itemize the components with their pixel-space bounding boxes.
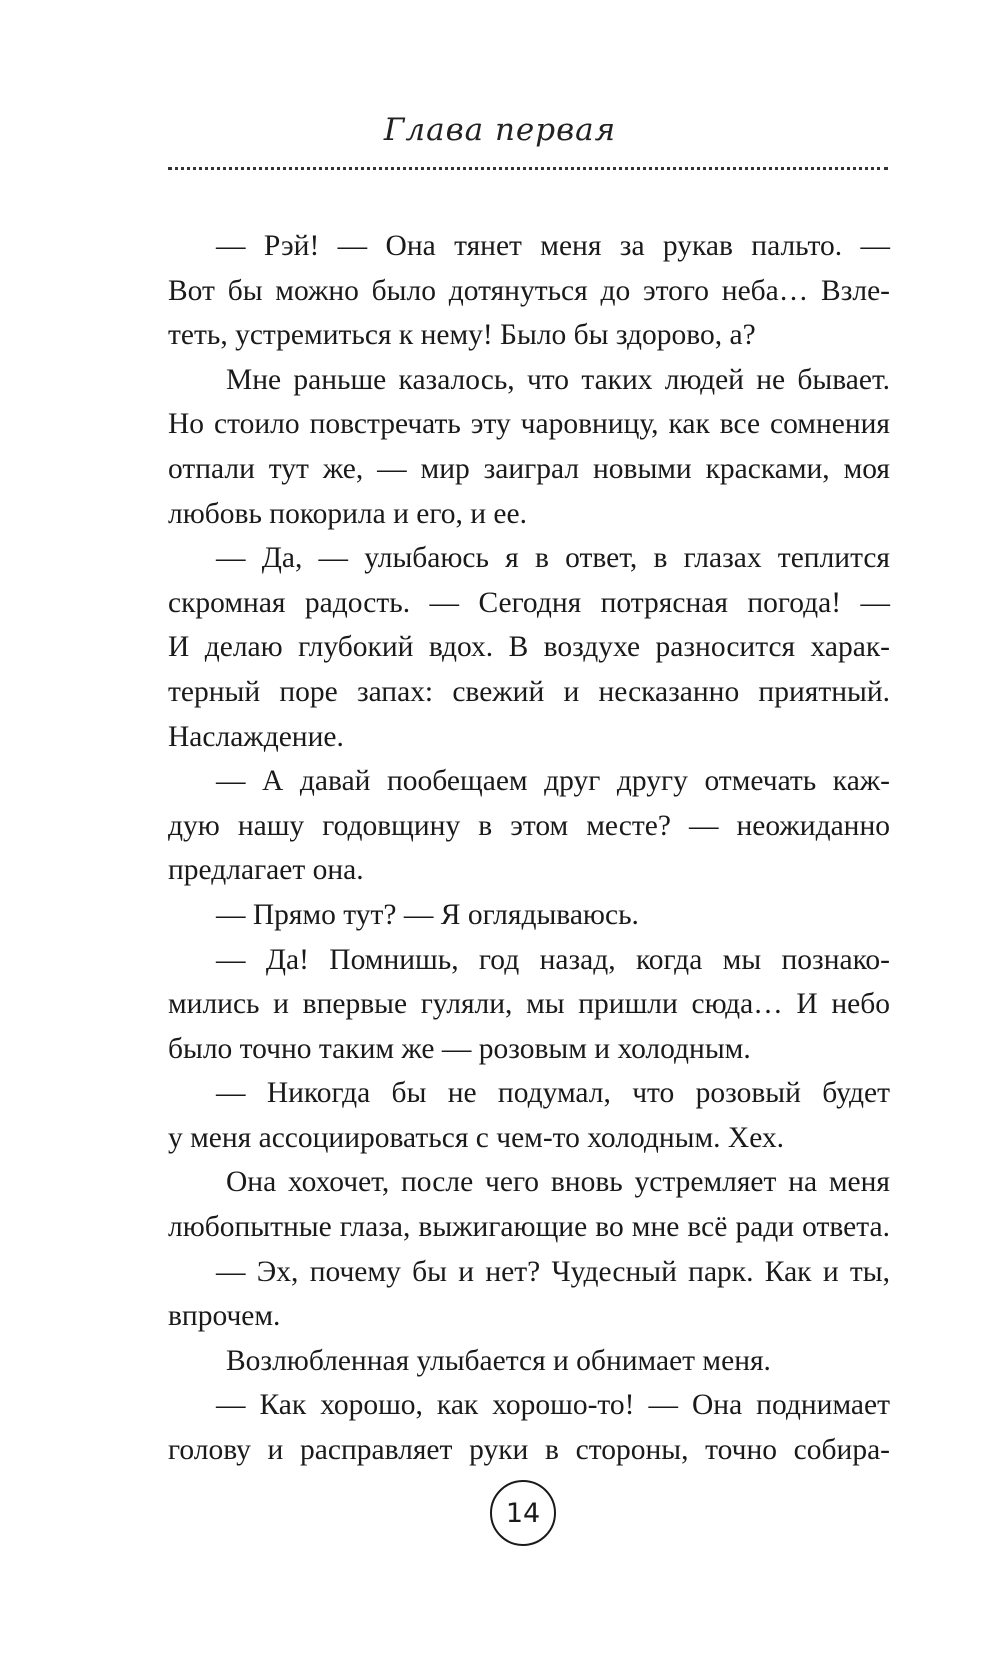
text-line: — Эх, почему бы и нет? Чудесный парк. Как и ты, [216, 1255, 890, 1288]
text-line: Возлюбленная улыбается и обнимает меня. [226, 1344, 771, 1377]
text-line: — Прямо тут? — Я оглядываюсь. [216, 898, 639, 931]
text-line: отпали тут же, — мир заиграл новыми красками, моя [168, 452, 890, 485]
text-line: любовь покорила и его, и ее. [168, 497, 527, 530]
body-text [168, 224, 890, 1473]
text-line: теть, устремиться к нему! Было бы здорово, а? [168, 319, 756, 352]
text-line: было точно таким же — розовым и холодным. [168, 1032, 751, 1065]
text-line: терный поре запах: свежий и несказанно приятный. [168, 675, 890, 708]
text-line: Вот бы можно было дотянуться до этого неба… Взле- [168, 274, 890, 307]
text-line: Она хохочет, после чего вновь устремляет на меня [226, 1166, 890, 1199]
text-line: мились и впервые гуляли, мы пришли сюда… И небо [168, 988, 890, 1021]
text-line: — Да! Помнишь, год назад, когда мы познако- [216, 943, 890, 976]
text-line: — А давай пообещаем друг другу отмечать каж- [216, 765, 890, 798]
text-line: дую нашу годовщину в этом месте? — неожиданно [168, 809, 890, 842]
text-line: Мне раньше казалось, что таких людей не бывает. [226, 363, 890, 396]
text-line: предлагает она. [168, 854, 364, 887]
text-line: голову и расправляет руки в стороны, точно собира- [168, 1434, 890, 1467]
text-line: — Как хорошо, как хорошо-то! — Она поднимает [216, 1389, 890, 1422]
text-line: у меня ассоциироваться с чем-то холодным. Хех. [168, 1121, 785, 1154]
text-line: скромная радость. — Сегодня потрясная погода! — [168, 586, 890, 619]
text-line: Но стоило повстречать эту чаровницу, как все сомнения [168, 408, 890, 441]
page-number: 14 [490, 1480, 556, 1546]
text-line: впрочем. [168, 1300, 281, 1333]
text-line: — Да, — улыбаюсь я в ответ, в глазах теплится [216, 542, 890, 575]
text-line: — Рэй! — Она тянет меня за рукав пальто. — [216, 230, 890, 262]
text-line: Наслаждение. [168, 720, 344, 753]
text-line: любопытные глаза, выжигающие во мне всё ради ответа. [168, 1211, 890, 1244]
chapter-title: Глава первая [383, 112, 617, 148]
text-line: — Никогда бы не подумал, что розовый будет [216, 1077, 890, 1110]
text-line: И делаю глубокий вдох. В воздухе разносится харак- [168, 631, 890, 664]
header-divider [168, 167, 888, 170]
